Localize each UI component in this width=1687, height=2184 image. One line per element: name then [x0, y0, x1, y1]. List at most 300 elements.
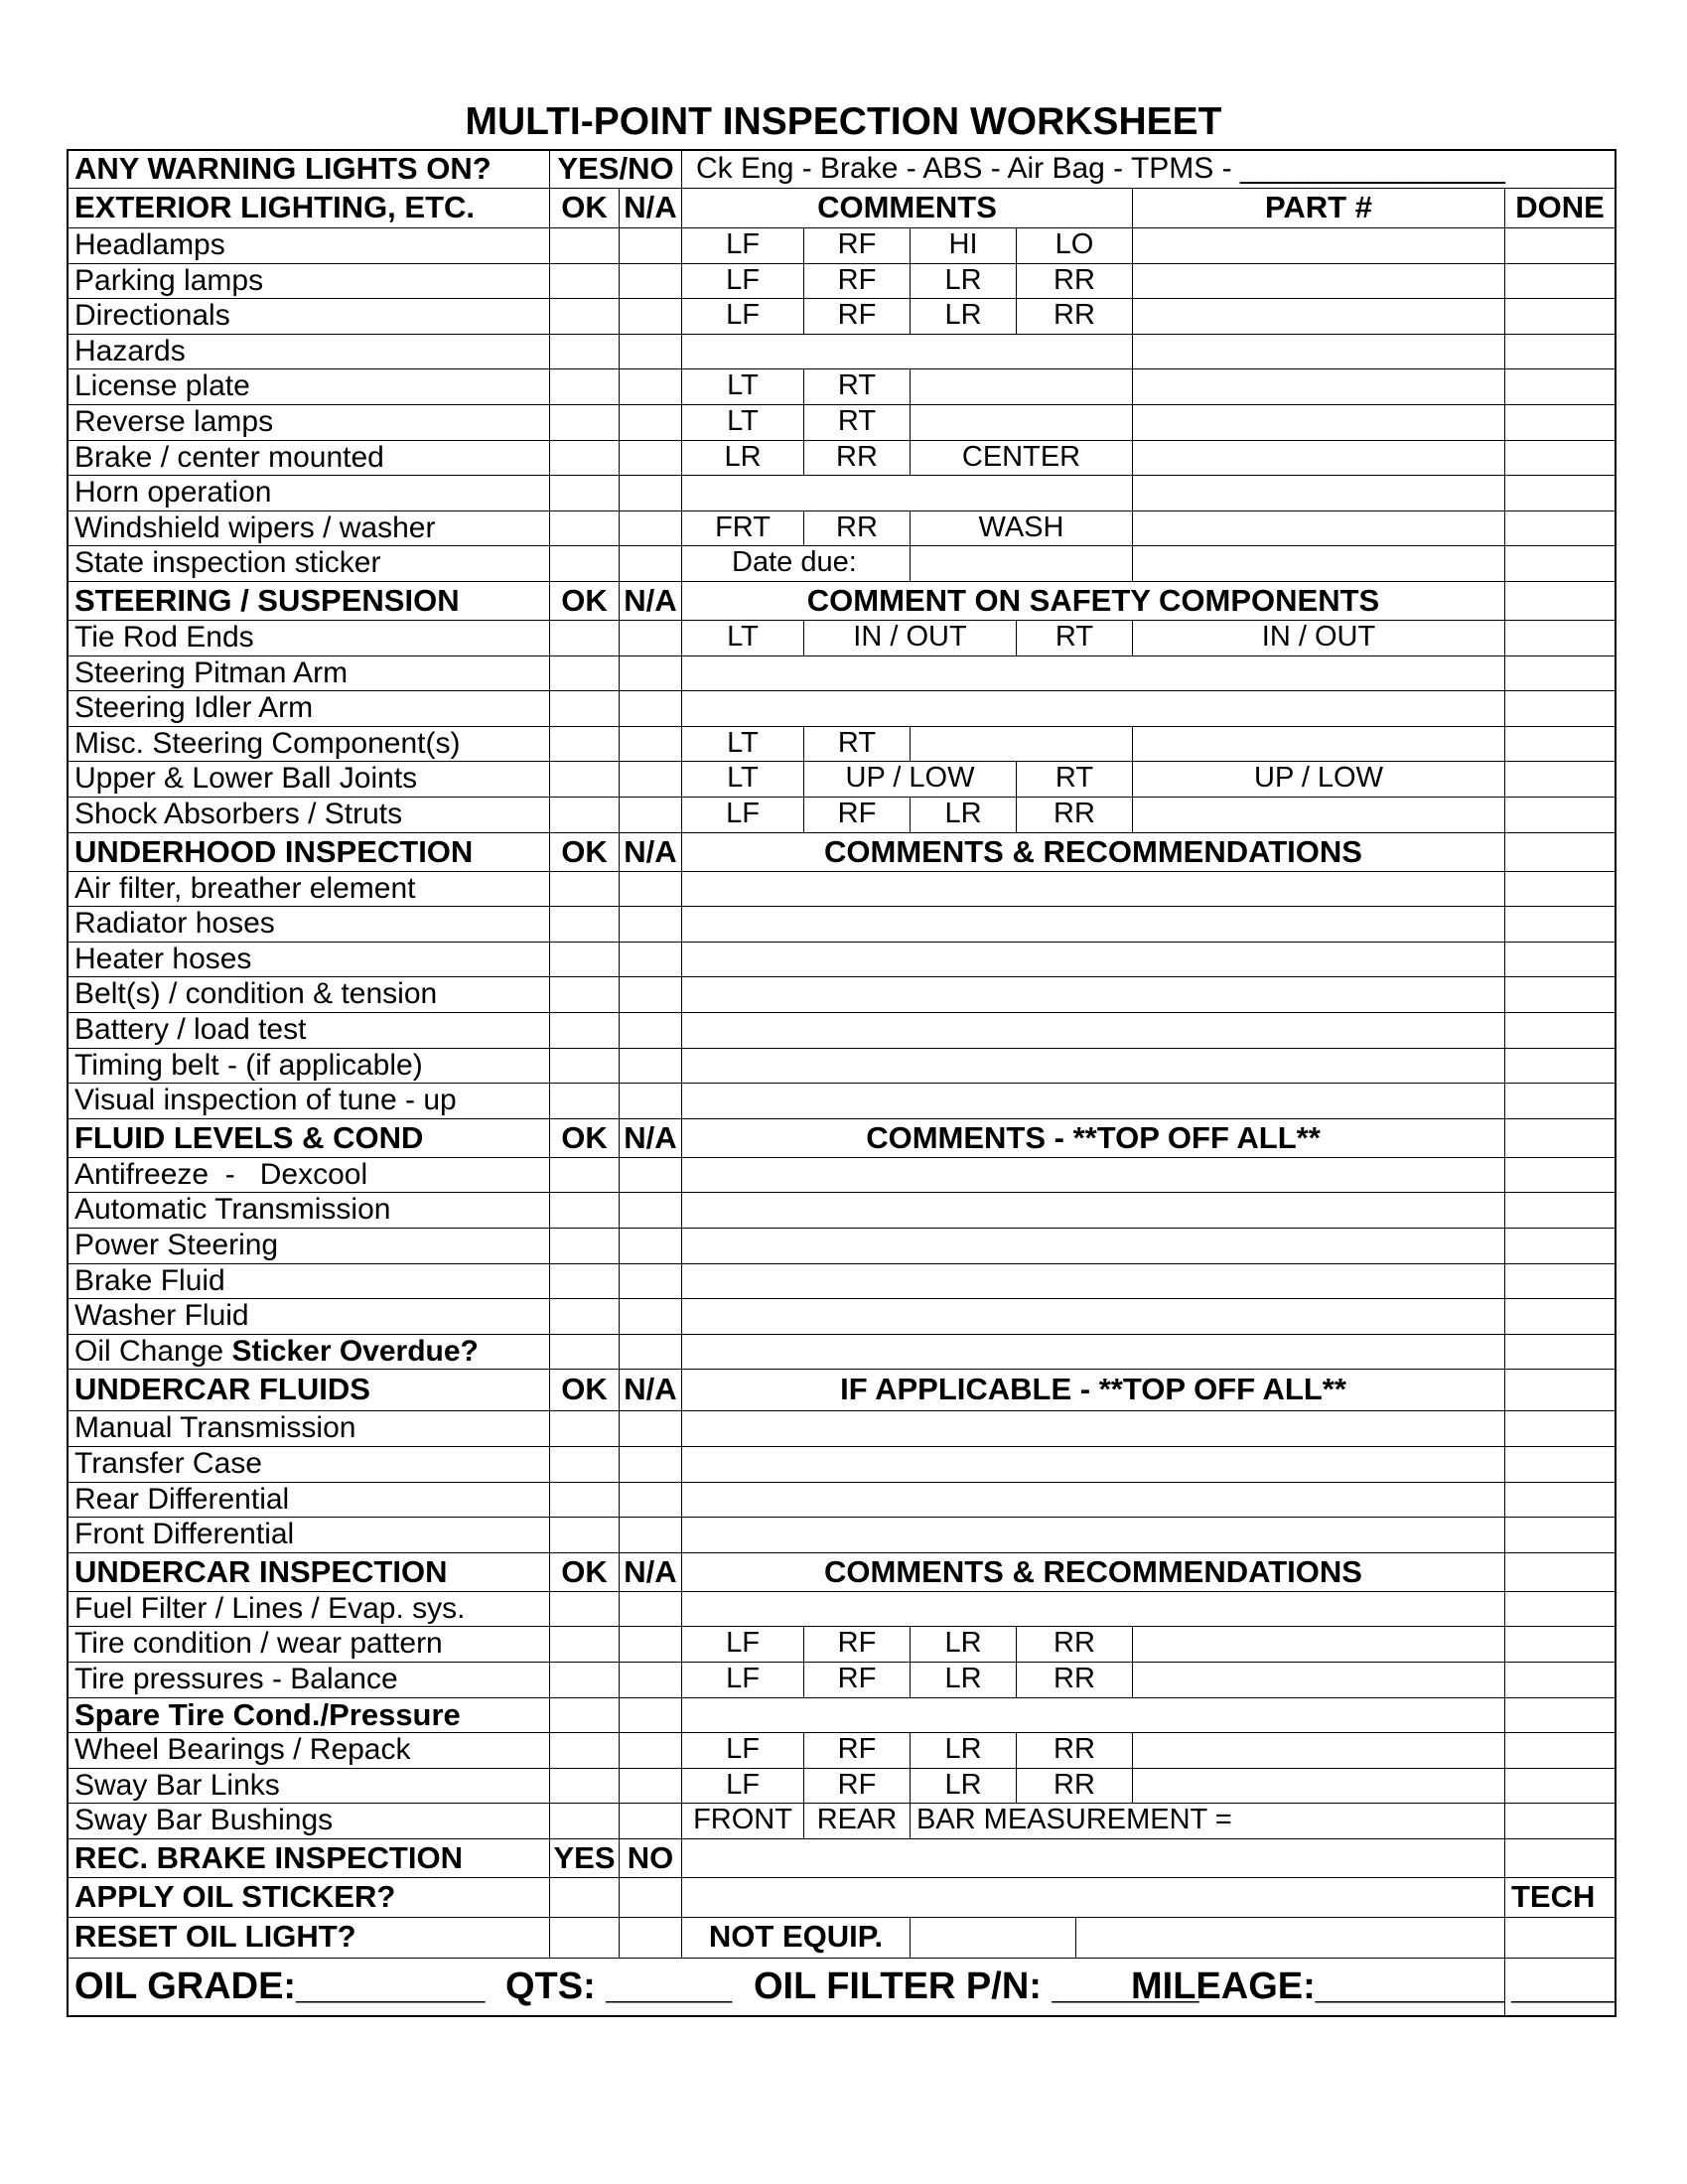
done-checkbox[interactable]	[1504, 977, 1615, 1012]
section-header	[69, 833, 1615, 872]
item-label: Manual Transmission	[74, 1411, 356, 1445]
comment-field[interactable]	[681, 1299, 1504, 1334]
ok-checkbox[interactable]	[549, 762, 619, 797]
na-checkbox[interactable]	[619, 1264, 681, 1299]
comment-field[interactable]	[681, 1698, 1504, 1733]
comment-field[interactable]	[681, 977, 1504, 1012]
na-checkbox[interactable]	[619, 1733, 681, 1768]
no-option[interactable]: NO	[619, 1839, 681, 1877]
na-checkbox[interactable]	[619, 299, 681, 334]
part-number-field[interactable]	[1132, 1769, 1504, 1804]
comment-field[interactable]	[681, 1335, 1504, 1370]
na-checkbox[interactable]	[619, 228, 681, 263]
table-row	[69, 1698, 1615, 1734]
tech-signature-line[interactable]: _____	[1504, 1959, 1615, 2015]
na-checkbox[interactable]	[619, 335, 681, 369]
done-checkbox[interactable]	[1504, 1518, 1615, 1552]
item-label: Brake Fluid	[74, 1263, 225, 1297]
na-checkbox[interactable]	[619, 872, 681, 907]
ok-checkbox[interactable]	[549, 727, 619, 762]
ok-checkbox[interactable]	[549, 1733, 619, 1768]
na-header: N/A	[619, 833, 681, 871]
item-label: Transfer Case	[74, 1447, 262, 1480]
item-label: Directionals	[74, 299, 230, 333]
done-checkbox[interactable]	[1504, 511, 1615, 546]
comment-field[interactable]	[681, 1084, 1504, 1118]
na-checkbox[interactable]	[619, 691, 681, 726]
position-cell: LF	[681, 1733, 803, 1768]
na-checkbox[interactable]	[619, 977, 681, 1012]
done-checkbox[interactable]	[1504, 656, 1615, 691]
na-checkbox[interactable]	[619, 369, 681, 404]
position-cell: RR	[803, 511, 910, 546]
tech-initials-box	[1504, 1918, 1615, 1958]
comment-field[interactable]	[681, 476, 1132, 510]
section-header	[69, 1370, 1615, 1411]
section-header	[69, 189, 1615, 228]
done-checkbox[interactable]	[1504, 872, 1615, 907]
done-checkbox[interactable]	[1504, 1370, 1615, 1410]
table-row	[69, 1084, 1615, 1119]
na-checkbox[interactable]	[619, 1663, 681, 1697]
done-checkbox[interactable]	[1504, 1084, 1615, 1118]
ok-checkbox[interactable]	[549, 656, 619, 691]
done-checkbox[interactable]	[1504, 1769, 1615, 1804]
table-row	[69, 1013, 1615, 1049]
done-checkbox[interactable]	[1504, 1299, 1615, 1334]
item-label: Radiator hoses	[74, 907, 275, 941]
ok-checkbox[interactable]	[549, 476, 619, 510]
part-number-field[interactable]	[1132, 299, 1504, 334]
comment-field[interactable]	[681, 1158, 1504, 1193]
item-label: Fuel Filter / Lines / Evap. sys.	[74, 1591, 466, 1625]
na-header: N/A	[619, 1370, 681, 1410]
position-cell: RF	[803, 1733, 910, 1768]
table-row	[69, 762, 1615, 798]
comment-field[interactable]	[681, 656, 1504, 691]
item-label: Wheel Bearings / Repack	[74, 1733, 411, 1767]
reset-oil-label: RESET OIL LIGHT?	[74, 1919, 356, 1954]
na-checkbox[interactable]	[619, 1158, 681, 1193]
na-header: N/A	[619, 189, 681, 227]
ok-checkbox[interactable]	[549, 335, 619, 369]
comment-field[interactable]	[681, 943, 1504, 977]
ok-checkbox[interactable]	[549, 1229, 619, 1263]
comment-field[interactable]	[681, 1592, 1504, 1627]
ok-checkbox[interactable]	[549, 1518, 619, 1552]
na-checkbox[interactable]	[619, 1878, 681, 1917]
ok-checkbox[interactable]	[549, 511, 619, 546]
section-title: EXTERIOR LIGHTING, ETC.	[74, 190, 476, 224]
table-row	[69, 1663, 1615, 1698]
table-row	[69, 1769, 1615, 1805]
position-cell: RF	[803, 299, 910, 334]
oil-filter-field[interactable]: OIL FILTER P/N: _______	[754, 1966, 1199, 2007]
ok-checkbox[interactable]	[549, 1483, 619, 1518]
done-checkbox[interactable]	[1504, 1049, 1615, 1084]
position-cell: LF	[681, 228, 803, 263]
position-cell: LR	[910, 1769, 1016, 1804]
table-row	[69, 727, 1615, 763]
part-number-field[interactable]	[1132, 335, 1504, 369]
na-checkbox[interactable]	[619, 1483, 681, 1518]
ok-checkbox[interactable]	[549, 621, 619, 655]
ok-checkbox[interactable]	[549, 1049, 619, 1084]
done-checkbox[interactable]	[1504, 1119, 1615, 1157]
position-cell: LR	[910, 1733, 1016, 1768]
comment-field[interactable]	[910, 405, 1132, 440]
ok-checkbox[interactable]	[549, 264, 619, 299]
table-row	[69, 1518, 1615, 1553]
ok-checkbox[interactable]	[549, 1447, 619, 1482]
na-checkbox[interactable]	[619, 727, 681, 762]
na-checkbox[interactable]	[619, 798, 681, 832]
ok-checkbox[interactable]	[549, 1193, 619, 1228]
done-checkbox[interactable]	[1504, 1335, 1615, 1370]
done-checkbox[interactable]	[1504, 299, 1615, 334]
table-row	[69, 1193, 1615, 1229]
position-left: IN / OUT	[803, 621, 1016, 655]
done-checkbox[interactable]	[1504, 1447, 1615, 1482]
part-number-field[interactable]	[1132, 1663, 1504, 1697]
ok-header: OK	[549, 833, 619, 871]
item-label: Hazards	[74, 334, 186, 367]
comment-field[interactable]	[681, 1193, 1504, 1228]
position-cell: RR	[1016, 1663, 1132, 1697]
na-checkbox[interactable]	[619, 1592, 681, 1627]
item-label: Rear Differential	[74, 1482, 290, 1516]
ok-checkbox[interactable]	[549, 1663, 619, 1697]
table-row	[69, 228, 1615, 264]
position-cell: RF	[803, 1627, 910, 1662]
comment-field[interactable]	[681, 691, 1504, 726]
na-checkbox[interactable]	[619, 441, 681, 476]
oil-info-row	[69, 1958, 1615, 2015]
table-row	[69, 1335, 1615, 1371]
done-checkbox[interactable]	[1504, 1553, 1615, 1591]
done-checkbox[interactable]	[1504, 1483, 1615, 1518]
position-cell: LF	[681, 299, 803, 334]
comment-field[interactable]	[681, 1839, 1504, 1877]
done-checkbox[interactable]	[1504, 441, 1615, 476]
position-cell: HI	[910, 228, 1016, 263]
position-cell: RF	[803, 1663, 910, 1697]
ok-checkbox[interactable]	[549, 1411, 619, 1446]
done-checkbox[interactable]	[1504, 369, 1615, 404]
date-due-label: Date due:	[681, 546, 910, 581]
item-label: Automatic Transmission	[74, 1193, 391, 1227]
ok-checkbox[interactable]	[549, 1299, 619, 1334]
item-label: License plate	[74, 369, 250, 403]
ok-checkbox[interactable]	[549, 943, 619, 977]
done-checkbox[interactable]	[1504, 691, 1615, 726]
item-label: Belt(s) / condition & tension	[74, 977, 438, 1011]
part-number-field[interactable]	[1132, 228, 1504, 263]
tech-label: TECH	[1504, 1878, 1615, 1917]
position-cell: RR	[1016, 264, 1132, 299]
item-label: Tie Rod Ends	[74, 621, 254, 654]
na-checkbox[interactable]	[619, 1335, 681, 1370]
comment-field[interactable]	[681, 1878, 1504, 1917]
done-checkbox[interactable]	[1504, 798, 1615, 832]
ok-checkbox[interactable]	[549, 1335, 619, 1370]
ok-checkbox[interactable]	[549, 1013, 619, 1048]
done-checkbox[interactable]	[1504, 762, 1615, 797]
part-number-field[interactable]	[1132, 476, 1504, 510]
position-cell: LR	[910, 798, 1016, 832]
ok-checkbox[interactable]	[549, 1158, 619, 1193]
yes-no-label: YES/NO	[549, 151, 681, 188]
position-cell: LR	[681, 441, 803, 476]
na-checkbox[interactable]	[619, 1411, 681, 1446]
ok-checkbox[interactable]	[549, 798, 619, 832]
position-cell: LF	[681, 1663, 803, 1697]
item-label: Windshield wipers / washer	[74, 510, 436, 544]
ok-checkbox[interactable]	[549, 872, 619, 907]
done-checkbox[interactable]	[1504, 476, 1615, 510]
done-checkbox[interactable]	[1504, 621, 1615, 655]
part-number-field[interactable]	[1132, 264, 1504, 299]
comment-field[interactable]	[681, 335, 1132, 369]
section-header	[69, 1119, 1615, 1158]
done-checkbox[interactable]	[1504, 1627, 1615, 1662]
na-checkbox[interactable]	[619, 1918, 681, 1958]
table-row	[69, 546, 1615, 582]
ok-checkbox[interactable]	[549, 405, 619, 440]
ok-checkbox[interactable]	[549, 1627, 619, 1662]
position-cell: LF	[681, 798, 803, 832]
qts-field[interactable]: QTS: ______	[505, 1966, 733, 2007]
item-label: Front Differential	[74, 1518, 295, 1551]
ok-checkbox[interactable]	[549, 1592, 619, 1627]
position-cell: LR	[910, 1663, 1016, 1697]
position-cell: RT	[803, 405, 910, 440]
comment-field[interactable]	[681, 1013, 1504, 1048]
done-checkbox[interactable]	[1504, 907, 1615, 942]
na-checkbox[interactable]	[619, 264, 681, 299]
na-checkbox[interactable]	[619, 405, 681, 440]
rec-brake-row	[69, 1839, 1615, 1878]
position-right: UP / LOW	[1132, 762, 1504, 797]
done-checkbox[interactable]	[1504, 1839, 1615, 1877]
na-checkbox[interactable]	[619, 1229, 681, 1263]
ok-header: OK	[549, 1553, 619, 1591]
part-number-field[interactable]	[1132, 1733, 1504, 1768]
table-row	[69, 1299, 1615, 1335]
done-checkbox[interactable]	[1504, 1013, 1615, 1048]
na-checkbox[interactable]	[619, 621, 681, 655]
done-checkbox[interactable]	[1504, 1158, 1615, 1193]
ok-checkbox[interactable]	[549, 1698, 619, 1733]
item-label: Power Steering	[74, 1229, 279, 1261]
na-checkbox[interactable]	[619, 1049, 681, 1084]
item-label-text: Oil Change	[74, 1334, 232, 1368]
ok-checkbox[interactable]	[549, 691, 619, 726]
na-checkbox[interactable]	[619, 1627, 681, 1662]
side-right: RT	[1016, 621, 1132, 655]
done-checkbox[interactable]	[1504, 1698, 1615, 1733]
position-cell: WASH	[910, 511, 1132, 546]
comment-field[interactable]	[1075, 1918, 1504, 1958]
na-checkbox[interactable]	[619, 1769, 681, 1804]
item-label: Shock Absorbers / Struts	[74, 798, 403, 830]
done-checkbox[interactable]	[1504, 405, 1615, 440]
part-number-field[interactable]	[1132, 441, 1504, 476]
position-cell: RR	[1016, 798, 1132, 832]
comment-field[interactable]	[681, 1483, 1504, 1518]
done-checkbox[interactable]	[1504, 1193, 1615, 1228]
position-cell: RR	[1016, 1769, 1132, 1804]
item-label: Reverse lamps	[74, 405, 274, 438]
table-row	[69, 1264, 1615, 1300]
comment-field[interactable]	[681, 1049, 1504, 1084]
part-number-field[interactable]	[1132, 511, 1504, 546]
ok-checkbox[interactable]	[549, 977, 619, 1012]
done-checkbox[interactable]	[1504, 727, 1615, 762]
ok-header: OK	[549, 1119, 619, 1157]
ok-checkbox[interactable]	[549, 546, 619, 581]
table-row	[69, 872, 1615, 908]
ok-checkbox[interactable]	[549, 1878, 619, 1917]
na-checkbox[interactable]	[619, 1193, 681, 1228]
position-cell: RT	[803, 369, 910, 404]
table-row	[69, 335, 1615, 370]
comment-field[interactable]	[681, 872, 1504, 907]
position-cell: RF	[803, 798, 910, 832]
position-cell: RF	[803, 264, 910, 299]
comments-header: COMMENT ON SAFETY COMPONENTS	[681, 582, 1504, 620]
rec-brake-label: REC. BRAKE INSPECTION	[74, 1840, 463, 1875]
bar-measurement-label: BAR MEASUREMENT =	[910, 1804, 1504, 1838]
na-checkbox[interactable]	[619, 1518, 681, 1552]
done-checkbox[interactable]	[1504, 1411, 1615, 1446]
part-header: PART #	[1132, 189, 1504, 227]
not-equip-box[interactable]	[910, 1918, 1016, 1958]
ok-checkbox[interactable]	[549, 1804, 619, 1838]
ok-checkbox[interactable]	[549, 441, 619, 476]
na-checkbox[interactable]	[619, 511, 681, 546]
done-checkbox[interactable]	[1504, 1592, 1615, 1627]
na-checkbox[interactable]	[619, 476, 681, 510]
table-row	[69, 441, 1615, 477]
na-checkbox[interactable]	[619, 1804, 681, 1838]
done-checkbox[interactable]	[1504, 1229, 1615, 1263]
item-label: Brake / center mounted	[74, 440, 384, 474]
section-title: UNDERCAR FLUIDS	[74, 1372, 370, 1407]
page-title: MULTI-POINT INSPECTION WORKSHEET	[465, 100, 1222, 143]
done-checkbox[interactable]	[1504, 1733, 1615, 1768]
part-number-field[interactable]	[1132, 1627, 1504, 1662]
position-right: IN / OUT	[1132, 621, 1504, 655]
part-number-field[interactable]	[1132, 727, 1504, 762]
ok-checkbox[interactable]	[549, 1918, 619, 1958]
na-checkbox[interactable]	[619, 546, 681, 581]
na-checkbox[interactable]	[619, 1698, 681, 1733]
comment-field[interactable]	[681, 907, 1504, 942]
comment-field[interactable]	[681, 1264, 1504, 1299]
part-number-field[interactable]	[1132, 369, 1504, 404]
na-checkbox[interactable]	[619, 1084, 681, 1118]
done-checkbox[interactable]	[1504, 228, 1615, 263]
section-title: UNDERHOOD INSPECTION	[74, 833, 474, 869]
part-number-field[interactable]	[1132, 405, 1504, 440]
item-label: Timing belt - (if applicable)	[74, 1048, 423, 1082]
comments-header: COMMENTS	[681, 189, 1132, 227]
position-cell: LO	[1016, 228, 1132, 263]
done-checkbox[interactable]	[1504, 1804, 1615, 1838]
na-checkbox[interactable]	[619, 1013, 681, 1048]
comment-field[interactable]	[681, 1518, 1504, 1552]
position-cell: LR	[910, 264, 1016, 299]
na-checkbox[interactable]	[619, 943, 681, 977]
oil-grade-field[interactable]: OIL GRADE:_________	[74, 1966, 486, 2007]
done-checkbox[interactable]	[1504, 335, 1615, 369]
part-number-field[interactable]	[1132, 546, 1504, 581]
position-cell: RF	[803, 1769, 910, 1804]
part-number-field[interactable]	[1132, 798, 1504, 832]
position-cell: RR	[1016, 1733, 1132, 1768]
mileage-field[interactable]: MILEAGE:_________	[1131, 1966, 1504, 2007]
table-row	[69, 1804, 1615, 1839]
na-checkbox[interactable]	[619, 656, 681, 691]
done-checkbox[interactable]	[1504, 943, 1615, 977]
table-row	[69, 977, 1615, 1013]
ok-checkbox[interactable]	[549, 1264, 619, 1299]
done-checkbox[interactable]	[1504, 264, 1615, 299]
na-header: N/A	[619, 582, 681, 620]
table-row	[69, 405, 1615, 441]
ok-checkbox[interactable]	[549, 907, 619, 942]
item-label: Misc. Steering Component(s)	[74, 726, 461, 760]
na-checkbox[interactable]	[619, 907, 681, 942]
done-checkbox[interactable]	[1504, 1663, 1615, 1697]
section-title: UNDERCAR INSPECTION	[74, 1553, 448, 1589]
comment-field[interactable]	[681, 1411, 1504, 1446]
item-label: Upper & Lower Ball Joints	[74, 762, 418, 796]
ok-checkbox[interactable]	[549, 299, 619, 334]
done-checkbox[interactable]	[1504, 582, 1615, 620]
na-checkbox[interactable]	[619, 1447, 681, 1482]
comment-field[interactable]	[681, 1447, 1504, 1482]
ok-checkbox[interactable]	[549, 369, 619, 404]
comments-header: COMMENTS & RECOMMENDATIONS	[681, 833, 1504, 871]
yes-option[interactable]: YES	[549, 1839, 619, 1877]
comment-field[interactable]	[910, 727, 1132, 762]
date-due-field[interactable]	[910, 546, 1132, 581]
table-row	[69, 1411, 1615, 1447]
na-checkbox[interactable]	[619, 1299, 681, 1334]
na-header: N/A	[619, 1119, 681, 1157]
comments-header: IF APPLICABLE - **TOP OFF ALL**	[681, 1370, 1504, 1410]
ok-checkbox[interactable]	[549, 1084, 619, 1118]
comment-field[interactable]	[681, 1229, 1504, 1263]
done-checkbox[interactable]	[1504, 546, 1615, 581]
item-label: Steering Pitman Arm	[74, 655, 349, 689]
na-checkbox[interactable]	[619, 762, 681, 797]
position-cell: LR	[910, 1627, 1016, 1662]
position-cell: LT	[681, 405, 803, 440]
done-checkbox[interactable]	[1504, 833, 1615, 871]
position-cell: FRT	[681, 511, 803, 546]
comment-field[interactable]	[910, 369, 1132, 404]
ok-checkbox[interactable]	[549, 228, 619, 263]
position-cell: RF	[803, 228, 910, 263]
item-label: Visual inspection of tune - up	[74, 1084, 457, 1117]
ok-checkbox[interactable]	[549, 1769, 619, 1804]
table-row	[69, 1229, 1615, 1264]
item-label: Headlamps	[74, 228, 225, 261]
done-checkbox[interactable]	[1504, 1264, 1615, 1299]
